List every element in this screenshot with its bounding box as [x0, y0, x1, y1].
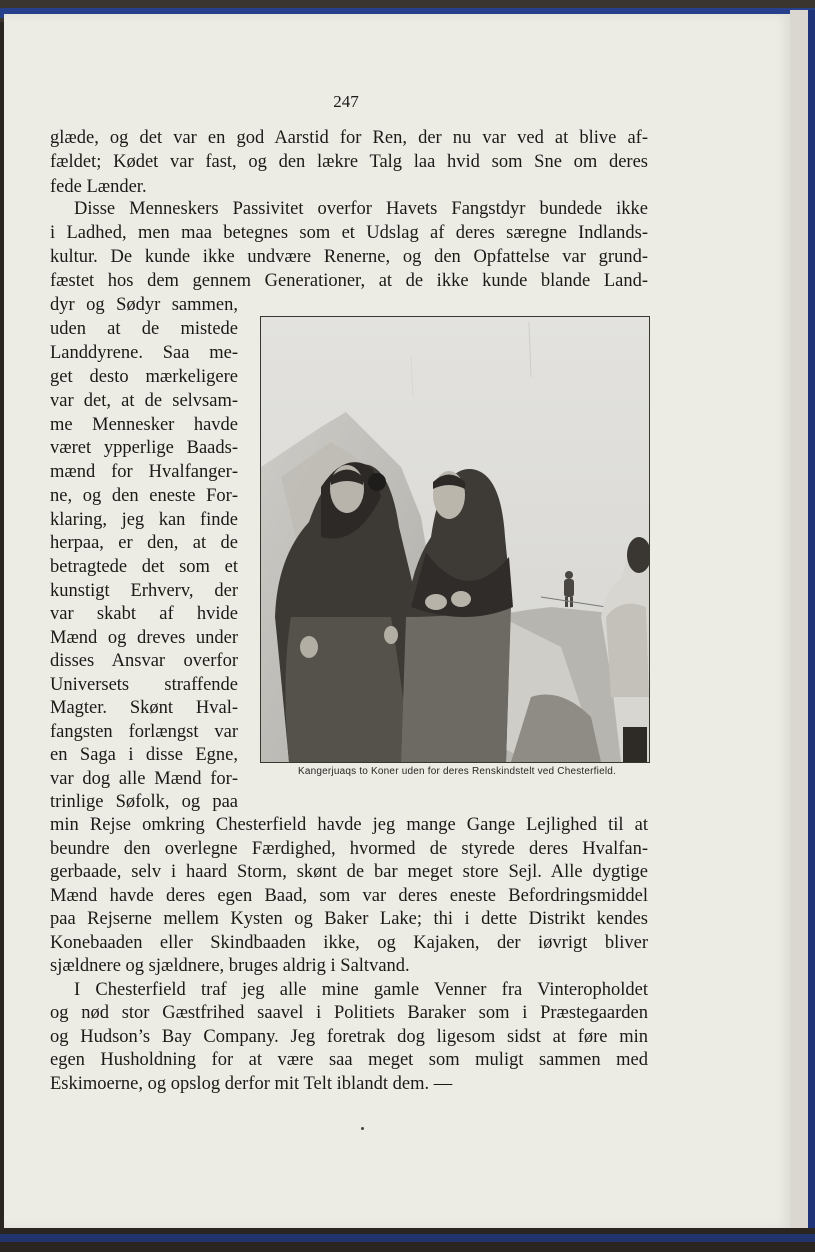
text-line: Eskimoerne, og opslog derfor mit Telt iblandt dem. —: [50, 1074, 453, 1094]
text-line: get desto mærkeligere: [50, 367, 238, 387]
text-line: været ypperlige Baads‐: [50, 438, 238, 458]
book-edge-bottom: [0, 1228, 815, 1252]
text-line: i Ladhed, men maa betegnes som et Udslag af deres særegne Indlands‐: [50, 223, 648, 243]
text-line: fangsten forlængst var: [50, 722, 238, 742]
text-line: mænd for Hvalfanger‐: [50, 462, 238, 482]
text-line: Disse Menneskers Passivitet overfor Havets Fangstdyr bundede ikke: [74, 199, 648, 219]
photo-illustration: [261, 317, 649, 762]
page-number: 247: [333, 92, 359, 111]
text-line: var skabt af hvide: [50, 604, 238, 624]
text-line: Mænd havde deres egen Baad, som var deres eneste Befordringsmiddel: [50, 886, 648, 906]
text-line: paa Rejserne mellem Kysten og Baker Lake; thi i dette Distrikt kendes: [50, 909, 648, 929]
text-line: fældet; Kødet var fast, og den lækre Talg laa hvid som Sne om deres: [50, 152, 648, 172]
text-line: egen Husholdning for at være saa meget som muligt sammen med: [50, 1050, 648, 1070]
text-line: Universets straffende: [50, 675, 238, 695]
text-line: I Chesterfield traf jeg alle mine gamle Venner fra Vinteropholdet: [74, 980, 648, 1000]
photograph: [260, 316, 650, 763]
text-line: Magter. Skønt Hval‐: [50, 698, 238, 718]
text-line: me Mennesker havde: [50, 415, 238, 435]
text-line: og Hudson’s Bay Company. Jeg foretrak dog ligesom sidst at føre min: [50, 1027, 648, 1047]
text-line: beundre den overlegne Færdighed, hvormed de styrede deres Hvalfan‐: [50, 839, 648, 859]
text-line: Mænd og dreves under: [50, 628, 238, 648]
text-line: en Saga i disse Egne,: [50, 745, 238, 765]
text-line: kunstigt Erhverv, der: [50, 581, 238, 601]
text-line: dyr og Sødyr sammen,: [50, 295, 238, 315]
text-line: herpaa, er den, at de: [50, 533, 238, 553]
text-line: Landdyrene. Saa me‐: [50, 343, 238, 363]
text-line: kultur. De kunde ikke undvære Renerne, og den Opfattelse var grund‐: [50, 247, 648, 267]
text-line: gerbaade, selv i haard Storm, skønt de bar meget store Sejl. Alle dygtige: [50, 862, 648, 882]
text-line: fede Lænder.: [50, 177, 147, 197]
text-line: glæde, og det var en god Aarstid for Ren, der nu var ved at blive af‐: [50, 128, 648, 148]
text-line: og nød stor Gæstfrihed saavel i Politiets Baraker som i Præstegaarden: [50, 1003, 648, 1023]
text-line: min Rejse omkring Chesterfield havde jeg mange Gange Lejlighed til at: [50, 815, 648, 835]
paper-speck: [361, 1127, 364, 1130]
text-line: disses Ansvar overfor: [50, 651, 238, 671]
text-line: sjældnere og sjældnere, bruges aldrig i Saltvand.: [50, 956, 410, 976]
text-line: Konebaaden eller Skindbaaden ikke, og Kajaken, der iøvrigt bliver: [50, 933, 648, 953]
text-line: var det, at de selvsam‐: [50, 391, 238, 411]
text-line: trinlige Søfolk, og paa: [50, 792, 238, 812]
text-line: betragtede det som et: [50, 557, 238, 577]
text-line: var dog alle Mænd for‐: [50, 769, 238, 789]
text-line: uden at de mistede: [50, 319, 238, 339]
text-line: ne, og den eneste For‐: [50, 486, 238, 506]
photo-caption: Kangerjuaqs to Koner uden for deres Renskindstelt ved Chesterfield.: [297, 766, 617, 777]
book-edge-right: [790, 10, 815, 1232]
text-line: fæstet hos dem gennem Generationer, at de ikke kunde blande Land‐: [50, 271, 648, 291]
text-line: klaring, jeg kan finde: [50, 510, 238, 530]
